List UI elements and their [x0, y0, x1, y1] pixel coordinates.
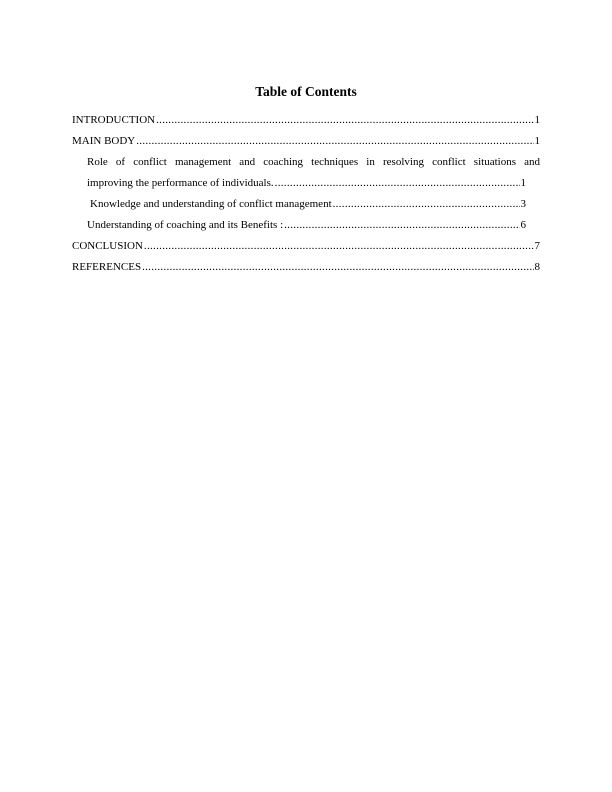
toc-page-number: 1: [534, 114, 540, 126]
toc-entry-references[interactable]: [72, 260, 540, 281]
toc-entry-line2: [87, 176, 540, 197]
toc-page-number: 1: [520, 177, 526, 189]
toc-entry-label: Knowledge and understanding of conflict management: [90, 198, 332, 210]
toc-entry-understanding-coaching[interactable]: [72, 218, 540, 239]
toc-entry-label: Understanding of coaching and its Benefits :: [87, 219, 284, 231]
toc-page-number: 7: [534, 240, 540, 252]
toc-entry-knowledge-conflict-management[interactable]: [72, 197, 540, 218]
toc-entry-label: CONCLUSION: [72, 240, 143, 252]
toc-page-number: 3: [520, 198, 526, 210]
toc-entry-label: INTRODUCTION: [72, 114, 156, 126]
toc-entry-label-line2: improving the performance of individuals.: [87, 177, 274, 189]
toc-page-number: 1: [534, 135, 540, 147]
toc-entry-introduction[interactable]: [72, 113, 540, 134]
toc-leader-dots: [275, 176, 520, 190]
toc-entry-label: MAIN BODY: [72, 135, 136, 147]
toc-leader-dots: [144, 239, 534, 253]
toc-title: Table of Contents: [255, 84, 357, 99]
toc-leader-dots: [284, 218, 519, 232]
toc-page-number: 8: [534, 261, 540, 273]
toc-leader-dots: [333, 197, 520, 211]
toc-list: [72, 113, 540, 281]
toc-entry-role-of-conflict-management[interactable]: [72, 155, 540, 197]
toc-entry-main-body[interactable]: [72, 134, 540, 155]
toc-entry-conclusion[interactable]: [72, 239, 540, 260]
toc-page-number: 6: [520, 219, 526, 231]
toc-entry-label-line1: Role of conflict management and coaching techniques in resolving conflict situations and: [87, 156, 540, 168]
toc-leader-dots: [142, 260, 533, 274]
toc-entry-label: REFERENCES: [72, 261, 142, 273]
toc-leader-dots: [136, 134, 533, 148]
toc-leader-dots: [156, 113, 533, 127]
